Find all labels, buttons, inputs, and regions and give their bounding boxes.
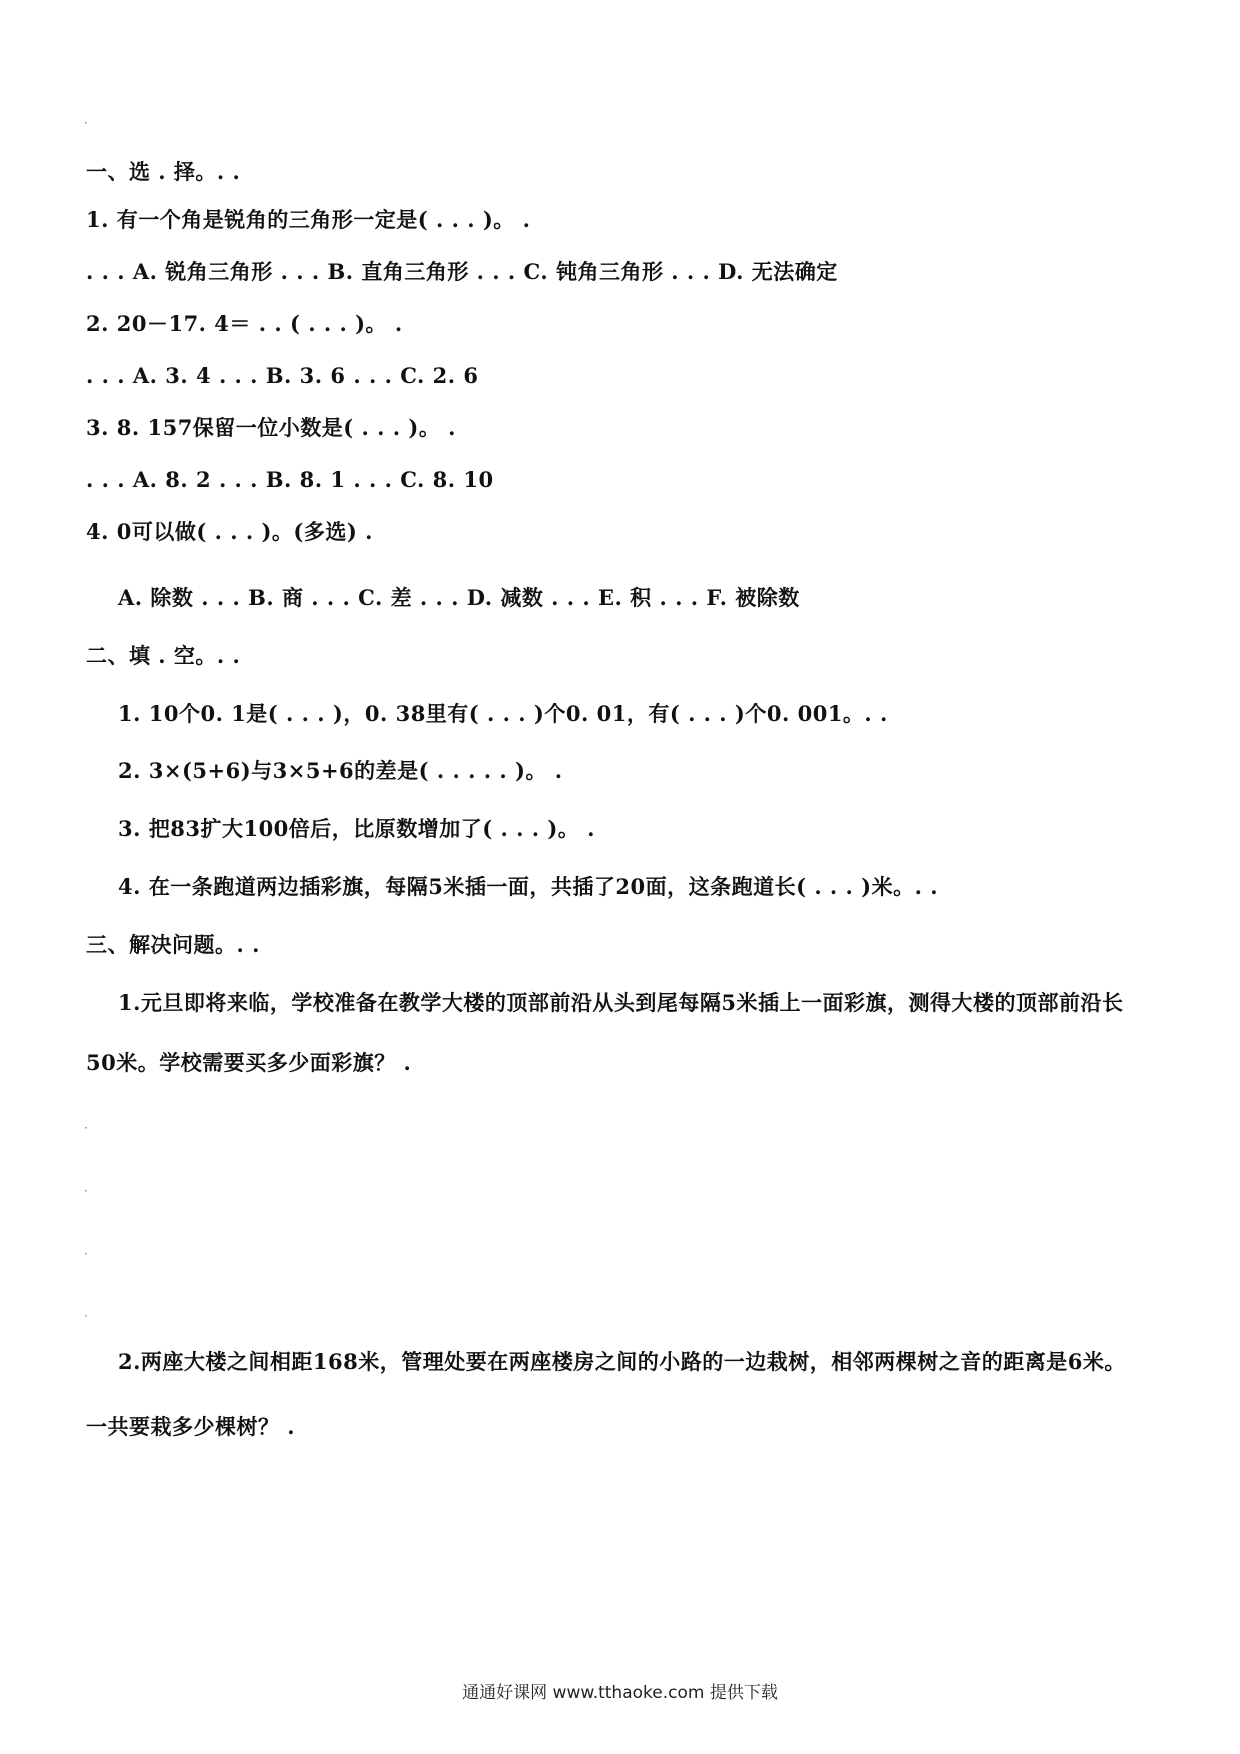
problem-1-line-2: 50米。学校需要买多少面彩旗？ .: [86, 1050, 412, 1075]
stray-mark: ·: [84, 116, 88, 130]
question-2-options: . . . A. 3. 4 . . . B. 3. 6 . . . C. 2. 6: [86, 363, 479, 388]
section-heading-choice: 一、选 . 择。. .: [86, 159, 241, 184]
problem-1-line-1: 1.元旦即将来临，学校准备在教学大楼的顶部前沿从头到尾每隔5米插上一面彩旗，测得大楼的顶部前沿长: [118, 990, 1124, 1015]
question-1-options: . . . A. 锐角三角形 . . . B. 直角三角形 . . . C. 钝角三角形 . . . D. 无法确定: [86, 259, 838, 284]
question-4: 4. 0可以做( . . . )。(多选) .: [86, 519, 373, 544]
fill-question-4: 4. 在一条跑道两边插彩旗，每隔5米插一面，共插了20面，这条跑道长( . . . )米。. .: [118, 874, 939, 899]
stray-mark: ·: [84, 1121, 88, 1135]
question-2: 2. 20－17. 4＝ . . ( . . . )。 .: [86, 311, 403, 336]
stray-mark: ·: [84, 1184, 88, 1198]
footer-credit: 通通好课网 www.tthaoke.com 提供下载: [462, 1683, 778, 1703]
question-1: 1. 有一个角是锐角的三角形一定是( . . . )。 .: [86, 207, 531, 232]
section-heading-problems: 三、解决问题。. .: [86, 932, 260, 957]
section-heading-fill: 二、填 . 空。. .: [86, 643, 241, 668]
problem-2-line-2: 一共要栽多少棵树？ .: [86, 1414, 296, 1439]
fill-question-3: 3. 把83扩大100倍后，比原数增加了( . . . )。 .: [118, 816, 595, 841]
question-4-options: A. 除数 . . . B. 商 . . . C. 差 . . . D. 减数 . . . E. 积 . . . F. 被除数: [118, 585, 800, 610]
fill-question-1: 1. 10个0. 1是( . . . )，0. 38里有( . . . )个0. 01，有( . . . )个0. 001。. .: [118, 701, 888, 726]
question-3: 3. 8. 157保留一位小数是( . . . )。 .: [86, 415, 456, 440]
stray-mark: ·: [84, 1247, 88, 1261]
problem-2-line-1: 2.两座大楼之间相距168米，管理处要在两座楼房之间的小路的一边栽树，相邻两棵树之音的距离是6米。: [118, 1349, 1126, 1374]
question-3-options: . . . A. 8. 2 . . . B. 8. 1 . . . C. 8. 10: [86, 467, 494, 492]
stray-mark: ·: [84, 1309, 88, 1323]
fill-question-2: 2. 3×(5+6)与3×5+6的差是( . . . . . )。 .: [118, 758, 563, 783]
